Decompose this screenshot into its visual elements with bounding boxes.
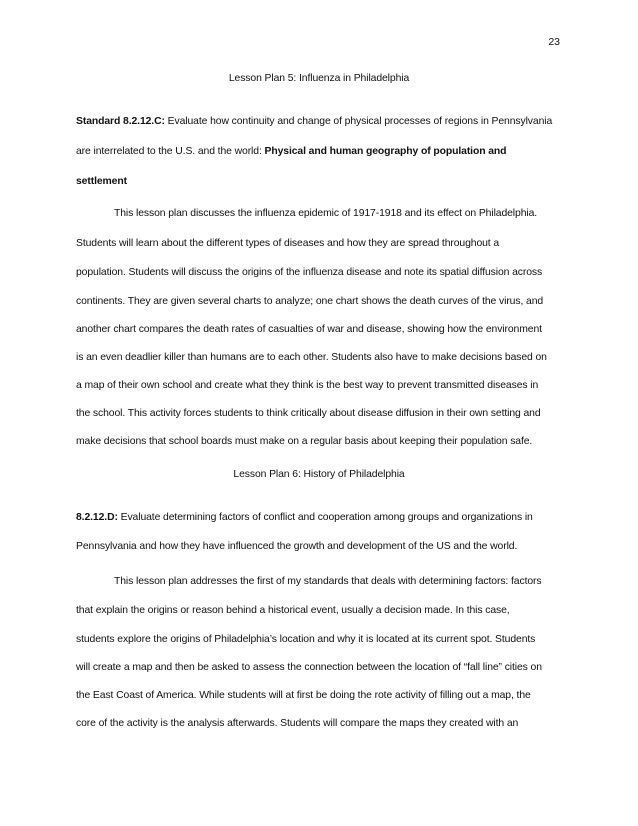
paragraph-line: a map of their own school and create what they think is the best way to prevent transmitted diseases in [76,380,539,391]
paragraph-line: is an even deadlier killer than humans are to each other. Students also have to make decisions based on [76,352,547,363]
paragraph-line: continents. They are given several charts to analyze; one chart shows the death curves of the virus, and [76,296,544,307]
paragraph-line: the school. This activity forces students to think critically about disease diffusion in their own setting and [76,408,541,419]
standard-emphasis: Physical and human geography of population and [264,146,507,157]
standard-8-2-12-c-line-3: settlement [76,176,127,187]
paragraph-line: the East Coast of America. While students will at first be doing the rote activity of filling out a map, the [76,690,531,701]
paragraph-line: core of the activity is the analysis afterwards. Students will compare the maps they created with an [76,718,519,729]
paragraph-line: students explore the origins of Philadelphia’s location and why it is located at its current spot. Students [76,634,536,645]
paragraph-line: will create a map and then be asked to assess the connection between the location of “fall line” cities on [76,662,542,673]
standard-8-2-12-c-line-2 [76,145,566,159]
standard-8-2-12-c-line-1 [76,115,566,129]
paragraph-line: This lesson plan addresses the first of my standards that deals with determining factors: factors [114,576,542,587]
standard-text: Evaluate how continuity and change of physical processes of regions in Pennsylvania [164,116,553,127]
paragraph-line: that explain the origins or reason behind a historical event, usually a decision made. In this case, [76,605,510,616]
standard-text: Evaluate determining factors of conflict and cooperation among groups and organizations in [117,512,533,523]
standard-label: 8.2.12.D: [76,512,118,523]
lesson-plan-5-heading: Lesson Plan 5: Influenza in Philadelphia [228,73,410,84]
standard-label: Standard 8.2.12.C: [76,116,165,127]
standard-8-2-12-d-line-2: Pennsylvania and how they have influenced the growth and development of the US and the world. [76,541,518,552]
standard-text: are interrelated to the U.S. and the world: [76,146,265,157]
paragraph-line: make decisions that school boards must make on a regular basis about keeping their population safe. [76,436,533,447]
paragraph-line: Students will learn about the different types of diseases and how they are spread throughout a [76,238,500,249]
paragraph-line: This lesson plan discusses the influenza epidemic of 1917-1918 and its effect on Philadelphia. [114,208,538,219]
paragraph-line: another chart compares the death rates of casualties of war and disease, showing how the environment [76,324,542,335]
lesson-plan-6-heading: Lesson Plan 6: History of Philadelphia [233,469,405,480]
standard-8-2-12-d-line-1 [76,511,566,525]
paragraph-line: population. Students will discuss the origins of the influenza disease and note its spatial diffusion across [76,267,543,278]
page-number: 23 [548,36,560,48]
